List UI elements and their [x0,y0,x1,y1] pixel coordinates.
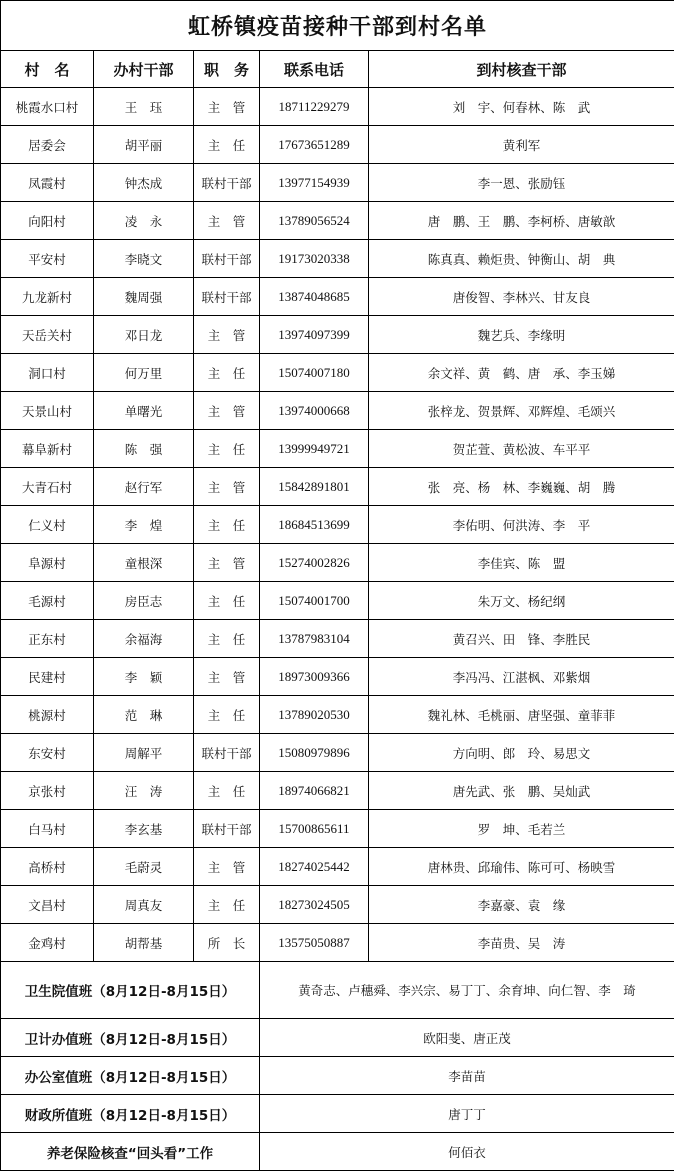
phone-cell: 15080979896 [260,734,369,772]
phone-cell: 15074007180 [260,354,369,392]
village-cell: 桃源村 [1,696,94,734]
duty-staff: 唐丁丁 [260,1095,674,1133]
header-phone: 联系电话 [260,51,369,88]
role-cell: 主 管 [194,848,260,886]
table-row [1,772,674,810]
cadre-cell: 房臣志 [94,582,194,620]
inspectors-cell: 朱万文、杨纪纲 [369,582,674,620]
role-cell: 主 任 [194,506,260,544]
inspectors-cell: 方向明、郎 玲、易思文 [369,734,674,772]
role-cell: 联村干部 [194,240,260,278]
village-cell: 文昌村 [1,886,94,924]
cadre-cell: 余福海 [94,620,194,658]
phone-cell: 13874048685 [260,278,369,316]
table-row [1,88,674,126]
table-row [1,886,674,924]
table-row [1,582,674,620]
inspectors-cell: 李佑明、何洪涛、李 平 [369,506,674,544]
duty-staff: 黄奇志、卢穗舜、李兴宗、易丁丁、余育坤、向仁智、李 琦 [260,962,674,1019]
phone-cell: 17673651289 [260,126,369,164]
phone-cell: 13974000668 [260,392,369,430]
village-cell: 天景山村 [1,392,94,430]
inspectors-cell: 魏艺兵、李缘明 [369,316,674,354]
cadre-cell: 李 煌 [94,506,194,544]
table-row [1,202,674,240]
cadre-cell: 李玄基 [94,810,194,848]
village-cell: 金鸡村 [1,924,94,962]
role-cell: 主 任 [194,354,260,392]
cadre-cell: 陈 强 [94,430,194,468]
table-row [1,126,674,164]
table-row [1,620,674,658]
village-cell: 毛源村 [1,582,94,620]
duty-row [1,1057,674,1095]
duty-row [1,1019,674,1057]
table-row [1,430,674,468]
table-row [1,734,674,772]
phone-cell: 18684513699 [260,506,369,544]
cadre-cell: 李晓文 [94,240,194,278]
table-row [1,658,674,696]
inspectors-cell: 李嘉豪、袁 缘 [369,886,674,924]
role-cell: 主 管 [194,202,260,240]
village-cell: 阜源村 [1,544,94,582]
village-cell: 白马村 [1,810,94,848]
village-cell: 洞口村 [1,354,94,392]
inspectors-cell: 唐俊智、李林兴、甘友良 [369,278,674,316]
phone-cell: 13974097399 [260,316,369,354]
inspectors-cell: 李苗贵、吴 涛 [369,924,674,962]
inspectors-cell: 唐林贵、邱瑜伟、陈可可、杨映雪 [369,848,674,886]
duty-label: 卫生院值班（8月12日-8月15日） [1,962,260,1019]
phone-cell: 13977154939 [260,164,369,202]
role-cell: 联村干部 [194,164,260,202]
village-cell: 幕阜新村 [1,430,94,468]
role-cell: 主 任 [194,696,260,734]
village-cell: 仁义村 [1,506,94,544]
village-cell: 高桥村 [1,848,94,886]
table-row [1,316,674,354]
cadre-cell: 何万里 [94,354,194,392]
cadre-cell: 单曙光 [94,392,194,430]
inspectors-cell: 黄利军 [369,126,674,164]
village-cell: 天岳关村 [1,316,94,354]
header-role: 职 务 [194,51,260,88]
cadre-cell: 童根深 [94,544,194,582]
village-cell: 正东村 [1,620,94,658]
table-row [1,924,674,962]
inspectors-cell: 陈真真、赖炬贵、钟衡山、胡 典 [369,240,674,278]
phone-cell: 18973009366 [260,658,369,696]
village-cell: 桃霞水口村 [1,88,94,126]
phone-cell: 18274025442 [260,848,369,886]
duty-label: 卫计办值班（8月12日-8月15日） [1,1019,260,1057]
role-cell: 主 管 [194,544,260,582]
table-row [1,392,674,430]
village-cell: 民建村 [1,658,94,696]
phone-cell: 18974066821 [260,772,369,810]
table-row [1,278,674,316]
duty-label: 养老保险核查“回头看”工作 [1,1133,260,1171]
cadre-cell: 范 琳 [94,696,194,734]
phone-cell: 15074001700 [260,582,369,620]
cadre-cell: 胡平丽 [94,126,194,164]
phone-cell: 13575050887 [260,924,369,962]
inspectors-cell: 李一恩、张励钰 [369,164,674,202]
header-cadre: 办村干部 [94,51,194,88]
cadre-cell: 钟杰成 [94,164,194,202]
village-cell: 大青石村 [1,468,94,506]
village-cell: 居委会 [1,126,94,164]
role-cell: 主 管 [194,658,260,696]
inspectors-cell: 李佳宾、陈 盟 [369,544,674,582]
role-cell: 主 管 [194,316,260,354]
cadre-cell: 胡帮基 [94,924,194,962]
role-cell: 主 任 [194,582,260,620]
phone-cell: 13789020530 [260,696,369,734]
cadre-cell: 周解平 [94,734,194,772]
cadre-cell: 李 颖 [94,658,194,696]
inspectors-cell: 黄召兴、田 锋、李胜民 [369,620,674,658]
cadre-cell: 周真友 [94,886,194,924]
village-cell: 平安村 [1,240,94,278]
cadre-cell: 王 珏 [94,88,194,126]
table-row [1,468,674,506]
phone-cell: 19173020338 [260,240,369,278]
duty-staff: 欧阳斐、唐正茂 [260,1019,674,1057]
role-cell: 主 管 [194,88,260,126]
cadre-cell: 凌 永 [94,202,194,240]
duty-row [1,1095,674,1133]
cadre-cell: 汪 涛 [94,772,194,810]
inspectors-cell: 张 亮、杨 林、李巍巍、胡 腾 [369,468,674,506]
cadre-cell: 毛蔚灵 [94,848,194,886]
table-row [1,810,674,848]
role-cell: 主 任 [194,620,260,658]
page-title: 虹桥镇疫苗接种干部到村名单 [1,1,674,51]
role-cell: 主 管 [194,392,260,430]
cadre-cell: 魏周强 [94,278,194,316]
role-cell: 联村干部 [194,734,260,772]
inspectors-cell: 唐 鹏、王 鹏、李柯桥、唐敏歆 [369,202,674,240]
table-row [1,848,674,886]
cadre-cell: 邓日龙 [94,316,194,354]
phone-cell: 18711229279 [260,88,369,126]
header-row [1,51,674,88]
inspectors-cell: 余文祥、黄 鹤、唐 承、李玉娣 [369,354,674,392]
table-row [1,354,674,392]
table-row [1,164,674,202]
duty-staff: 李苗苗 [260,1057,674,1095]
village-cell: 向阳村 [1,202,94,240]
village-cell: 东安村 [1,734,94,772]
inspectors-cell: 罗 坤、毛若兰 [369,810,674,848]
phone-cell: 15274002826 [260,544,369,582]
phone-cell: 15700865611 [260,810,369,848]
header-village: 村 名 [1,51,94,88]
role-cell: 联村干部 [194,810,260,848]
phone-cell: 13999949721 [260,430,369,468]
duty-label: 办公室值班（8月12日-8月15日） [1,1057,260,1095]
inspectors-cell: 李冯冯、江湛枫、邓紫烟 [369,658,674,696]
duty-row [1,1133,674,1171]
cadre-cell: 赵行军 [94,468,194,506]
village-cell: 凤霞村 [1,164,94,202]
phone-cell: 18273024505 [260,886,369,924]
role-cell: 主 任 [194,886,260,924]
inspectors-cell: 张梓龙、贺景辉、邓辉煌、毛颂兴 [369,392,674,430]
inspectors-cell: 魏礼林、毛桃丽、唐坚强、童菲菲 [369,696,674,734]
table-row [1,696,674,734]
table-row [1,506,674,544]
duty-label: 财政所值班（8月12日-8月15日） [1,1095,260,1133]
table-row [1,544,674,582]
inspectors-cell: 唐先武、张 鹏、吴灿武 [369,772,674,810]
role-cell: 主 任 [194,126,260,164]
role-cell: 主 任 [194,772,260,810]
role-cell: 所 长 [194,924,260,962]
inspectors-cell: 刘 宇、何春林、陈 武 [369,88,674,126]
duty-row [1,962,674,1019]
inspectors-cell: 贺芷萱、黄松波、车平平 [369,430,674,468]
phone-cell: 15842891801 [260,468,369,506]
village-cell: 九龙新村 [1,278,94,316]
phone-cell: 13789056524 [260,202,369,240]
duty-staff: 何佰衣 [260,1133,674,1171]
table-row [1,240,674,278]
village-cell: 京张村 [1,772,94,810]
role-cell: 主 任 [194,430,260,468]
phone-cell: 13787983104 [260,620,369,658]
role-cell: 联村干部 [194,278,260,316]
header-inspectors: 到村核查干部 [369,51,674,88]
role-cell: 主 管 [194,468,260,506]
